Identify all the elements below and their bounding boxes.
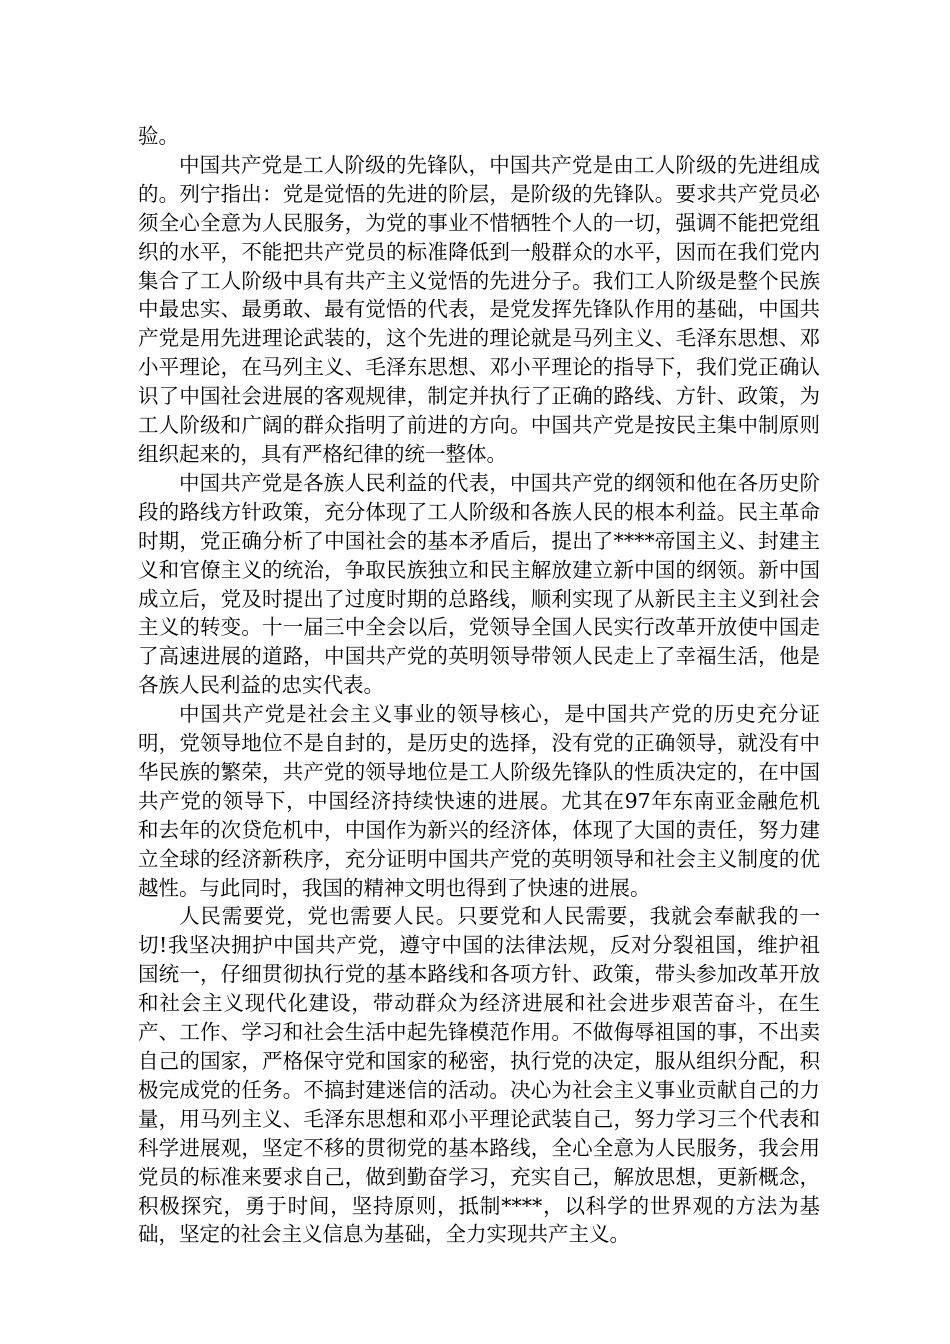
paragraph-3: 中国共产党是各族人民利益的代表，中国共产党的纲领和他在各历史阶段的路线方针政策，充分体现了工人阶级和各族人民的根本利益。民主革命时期，党正确分析了中国社会的基本矛盾后，提出了****帝国主义、封建主义和官僚主义的统治，争取民族独立和民主解放建立新中国的纲领。新中国成立后，党及时提出了过度时期的总路线，顺利实现了从新民主主义到社会主义的转变。十一届三中全会以后，党领导全国人民实行改革开放使中国走了高速进展的道路，中国共产党的英明领导带领人民走上了幸福生活，他是各族人民利益的忠实代表。 <box>138 470 820 698</box>
paragraph-1: 验。 <box>138 124 179 148</box>
paragraph-2: 中国共产党是工人阶级的先锋队，中国共产党是由工人阶级的先进组成的。列宁指出：党是觉悟的先进的阶层，是阶级的先锋队。要求共产党员必须全心全意为人民服务，为党的事业不惜牺牲个人的一切，强调不能把党组织的水平，不能把共产党员的标准降低到一般群众的水平，因而在我们党内集合了工人阶级中具有共产主义觉悟的先进分子。我们工人阶级是整个民族中最忠实、最勇敢、最有觉悟的代表，是党发挥先锋队作用的基础，中国共产党是用先进理论武装的，这个先进的理论就是马列主义、毛泽东思想、邓小平理论，在马列主义、毛泽东思想、邓小平理论的指导下，我们党正确认识了中国社会进展的客观规律，制定并执行了正确的路线、方针、政策，为工人阶级和广阔的群众指明了前进的方向。中国共产党是按民主集中制原则组织起来的，具有严格纪律的统一整体。 <box>138 152 820 466</box>
document-page <box>138 122 820 1249</box>
paragraph-4: 中国共产党是社会主义事业的领导核心，是中国共产党的历史充分证明，党领导地位不是自封的，是历史的选择，没有党的正确领导，就没有中华民族的繁荣，共产党的领导地位是工人阶级先锋队的性质决定的，在中国共产党的领导下，中国经济持续快速的进展。尤其在97年东南亚金融危机和去年的次贷危机中，中国作为新兴的经济体，体现了大国的责任，努力建立全球的经济新秩序，充分证明中国共产党的英明领导和社会主义制度的优越性。与此同时，我国的精神文明也得到了快速的进展。 <box>138 702 820 900</box>
paragraph-5: 人民需要党，党也需要人民。只要党和人民需要，我就会奉献我的一切!我坚决拥护中国共产党，遵守中国的法律法规，反对分裂祖国，维护祖国统一，仔细贯彻执行党的基本路线和各项方针、政策，带头参加改革开放和社会主义现代化建设，带动群众为经济进展和社会进步艰苦奋斗，在生产、工作、学习和社会生活中起先锋模范作用。不做侮辱祖国的事，不出卖自己的国家，严格保守党和国家的秘密，执行党的决定，服从组织分配，积极完成党的任务。不搞封建迷信的活动。决心为社会主义事业贡献自己的力量，用马列主义、毛泽东思想和邓小平理论武装自己，努力学习三个代表和科学进展观，坚定不移的贯彻党的基本路线，全心全意为人民服务，我会用党员的标准来要求自己，做到勤奋学习，充实自己，解放思想，更新概念，积极探究，勇于时间，坚持原则，抵制****，以科学的世界观的方法为基础，坚定的社会主义信息为基础，全力实现共产主义。 <box>138 904 820 1247</box>
